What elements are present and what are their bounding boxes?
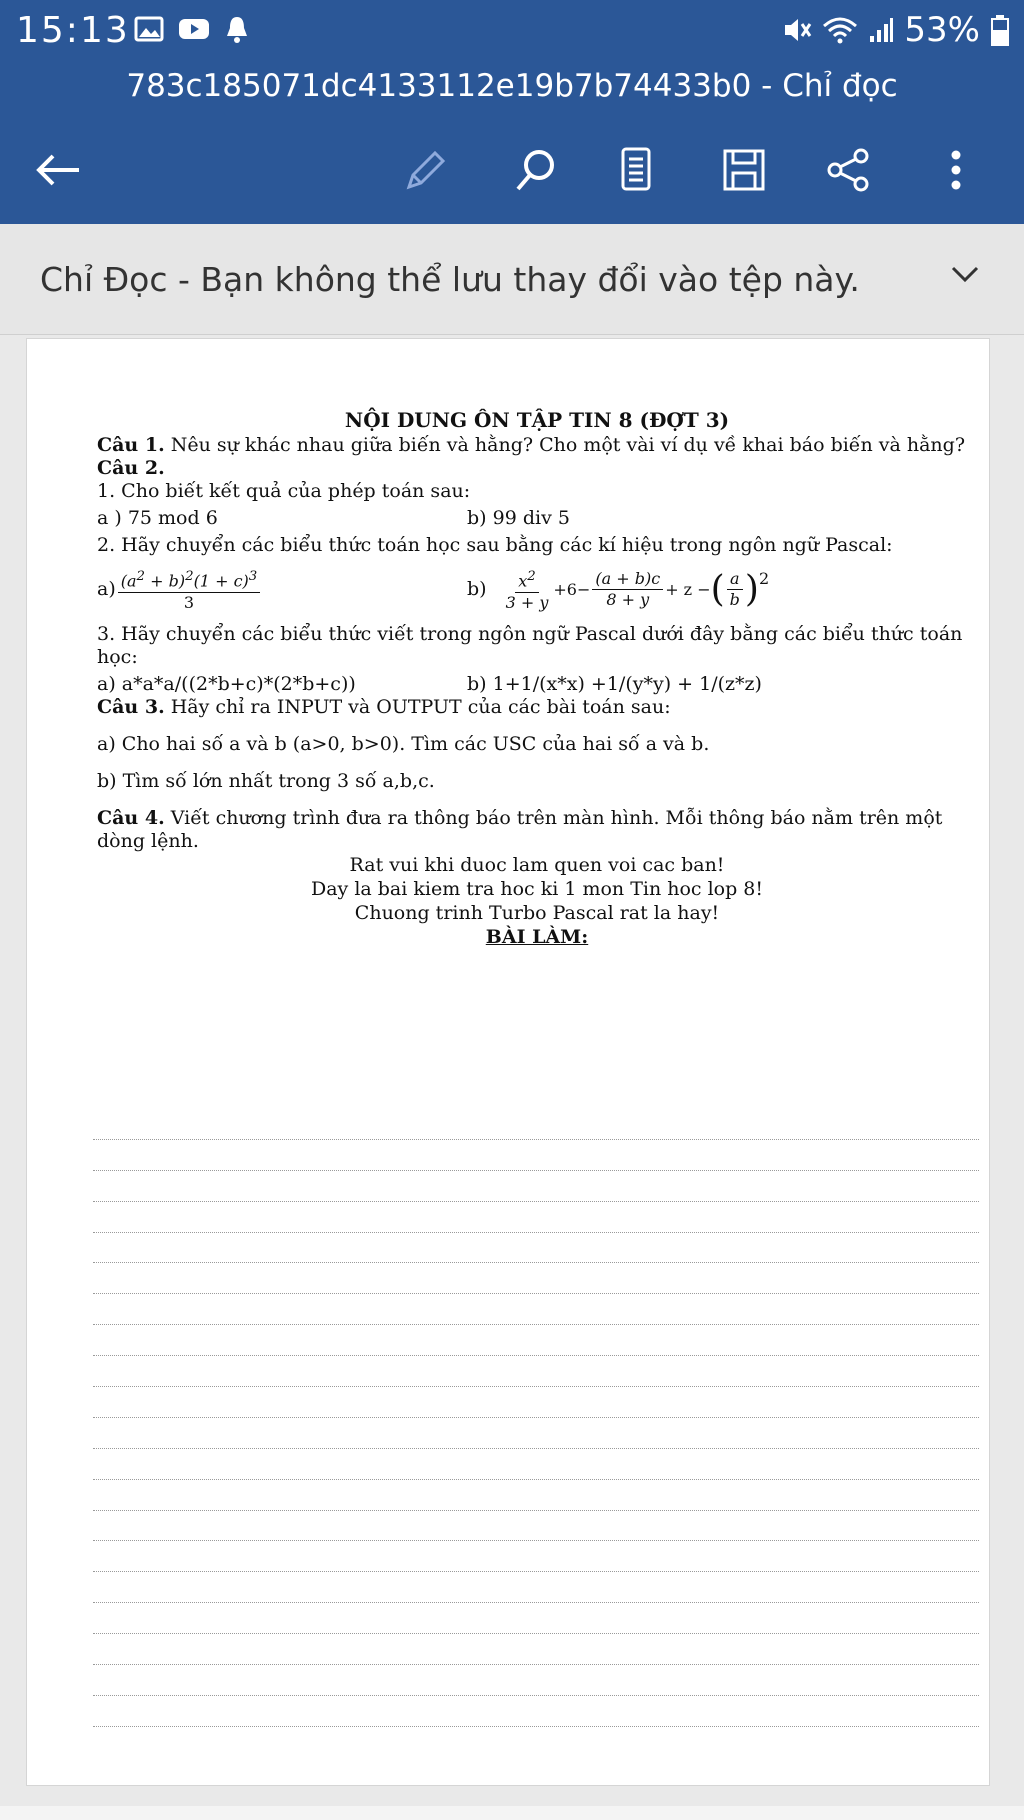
q4-text: Viết chương trình đưa ra thông báo trên màn hình. Mỗi thông báo nằm trên một dòng lệnh. bbox=[97, 807, 943, 852]
answer-line bbox=[93, 1541, 979, 1572]
edit-button[interactable] bbox=[396, 140, 456, 200]
edit-pencil-icon bbox=[403, 147, 449, 193]
answer-line bbox=[93, 1634, 979, 1665]
wifi-icon bbox=[822, 16, 858, 44]
q2-part1: 1. Cho biết kết quả của phép toán sau: bbox=[97, 480, 471, 502]
q2-part3-options bbox=[97, 673, 977, 696]
answer-line bbox=[93, 1511, 979, 1542]
answer-lines bbox=[93, 1109, 979, 1727]
message-2: Day la bai kiem tra hoc ki 1 mon Tin hoc lop 8! bbox=[310, 878, 764, 900]
q2-label: Câu 2. bbox=[97, 457, 165, 479]
message-1: Rat vui khi duoc lam quen voi cac ban! bbox=[349, 854, 725, 876]
answer-line bbox=[93, 1325, 979, 1356]
chevron-down-icon[interactable] bbox=[950, 264, 980, 284]
answer-line bbox=[93, 1294, 979, 1325]
q3a: a) Cho hai số a và b (a>0, b>0). Tìm các USC của hai số a và b. bbox=[97, 733, 710, 755]
question-1 bbox=[97, 434, 977, 457]
answer-line bbox=[93, 1356, 979, 1387]
answer-line bbox=[93, 1233, 979, 1264]
doc-title: NỘI DUNG ÔN TẬP TIN 8 (ĐỢT 3) bbox=[344, 408, 730, 432]
expr-b-frac1: $\frac{x^2}{3 + y}$ bbox=[505, 569, 549, 612]
back-button[interactable] bbox=[28, 140, 88, 200]
answer-line bbox=[93, 1696, 979, 1727]
bottom-edge bbox=[0, 1806, 1024, 1820]
document-page bbox=[26, 338, 990, 1786]
battery-level: 53% bbox=[904, 10, 980, 50]
share-icon bbox=[825, 147, 871, 193]
answer-line bbox=[93, 1387, 979, 1418]
answer-line bbox=[93, 1263, 979, 1294]
expr-a-label: a) bbox=[97, 578, 116, 601]
q2-3b: b) 1+1/(x*x) +1/(y*y) + 1/(z*z) bbox=[467, 673, 762, 695]
app-header bbox=[0, 0, 1024, 224]
banner-text: Chỉ Đọc - Bạn không thể lưu thay đổi vào tệp này. bbox=[40, 260, 860, 299]
q2-part3: 3. Hãy chuyển các biểu thức viết trong ngôn ngữ Pascal dưới đây bằng các biểu thức toán học: bbox=[97, 623, 963, 668]
expr-b-frac3: $\frac{a}{b}$ bbox=[727, 569, 743, 610]
more-options-button[interactable] bbox=[926, 140, 986, 200]
document-title: 783c185071dc4133112e19b7b74433b0 - Chỉ đọc bbox=[126, 68, 898, 104]
q2-part2: 2. Hãy chuyển các biểu thức toán học sau bằng các kí hiệu trong ngôn ngữ Pascal: bbox=[97, 534, 893, 556]
signal-icon bbox=[868, 16, 894, 44]
question-3 bbox=[97, 696, 977, 719]
more-icon bbox=[949, 147, 963, 193]
status-right bbox=[782, 10, 1010, 50]
expr-b-frac2: $\frac{(a + b)c}{8 + y}$ bbox=[592, 569, 663, 610]
status-time: 15:13 bbox=[16, 10, 130, 51]
save-icon bbox=[721, 147, 767, 193]
answer-line bbox=[93, 1202, 979, 1233]
q2-part1-options bbox=[97, 507, 977, 530]
reading-view-icon bbox=[619, 146, 653, 194]
expr-a bbox=[97, 567, 467, 612]
q2-part2-expressions bbox=[97, 557, 977, 623]
mute-icon bbox=[782, 16, 812, 44]
battery-icon bbox=[990, 14, 1010, 46]
answer-line bbox=[93, 1109, 979, 1140]
answer-line bbox=[93, 1603, 979, 1634]
answer-line bbox=[93, 1140, 979, 1171]
expr-b: b) $\frac{x^2}{3 + y}$ +6− $\frac{(a + b)c}{8 + y}$ + z − ( $\frac{a}{b}$ ) $^2$ bbox=[467, 569, 770, 612]
answer-line bbox=[93, 1480, 979, 1511]
q2-1a: a ) 75 mod 6 bbox=[97, 507, 218, 529]
status-bar bbox=[0, 0, 1024, 66]
search-icon bbox=[513, 147, 559, 193]
answer-line bbox=[93, 1572, 979, 1603]
question-4 bbox=[97, 807, 977, 853]
back-arrow-icon bbox=[33, 150, 83, 190]
q3b: b) Tìm số lớn nhất trong 3 số a,b,c. bbox=[97, 770, 435, 792]
q2-1b: b) 99 div 5 bbox=[467, 507, 570, 529]
q1-label: Câu 1. bbox=[97, 434, 165, 456]
answer-heading: BÀI LÀM: bbox=[485, 926, 589, 948]
read-only-banner[interactable] bbox=[0, 224, 1024, 335]
answer-line bbox=[93, 1171, 979, 1202]
expr-b-label: b) bbox=[467, 578, 487, 601]
search-button[interactable] bbox=[506, 140, 566, 200]
q4-label: Câu 4. bbox=[97, 807, 165, 829]
q3-text: Hãy chỉ ra INPUT và OUTPUT của các bài toán sau: bbox=[164, 696, 671, 718]
answer-line bbox=[93, 1449, 979, 1480]
notification-bell-icon bbox=[224, 14, 250, 44]
message-3: Chuong trinh Turbo Pascal rat la hay! bbox=[354, 902, 720, 924]
answer-line bbox=[93, 1665, 979, 1696]
q1-text: Nêu sự khác nhau giữa biến và hằng? Cho một vài ví dụ về khai báo biến và hằng? bbox=[164, 434, 966, 456]
gallery-icon bbox=[134, 14, 164, 44]
save-button[interactable] bbox=[714, 140, 774, 200]
notification-icons bbox=[134, 14, 250, 44]
share-button[interactable] bbox=[818, 140, 878, 200]
document-content bbox=[97, 409, 977, 949]
toolbar bbox=[0, 130, 1024, 210]
expr-a-fraction: $\frac{(a^2 + b)^2(1 + c)^3}{3}$ bbox=[118, 567, 261, 612]
q3-label: Câu 3. bbox=[97, 696, 165, 718]
answer-line bbox=[93, 1418, 979, 1449]
youtube-icon bbox=[178, 14, 210, 44]
q2-3a: a) a*a*a/((2*b+c)*(2*b+c)) bbox=[97, 673, 356, 695]
reading-view-button[interactable] bbox=[606, 140, 666, 200]
